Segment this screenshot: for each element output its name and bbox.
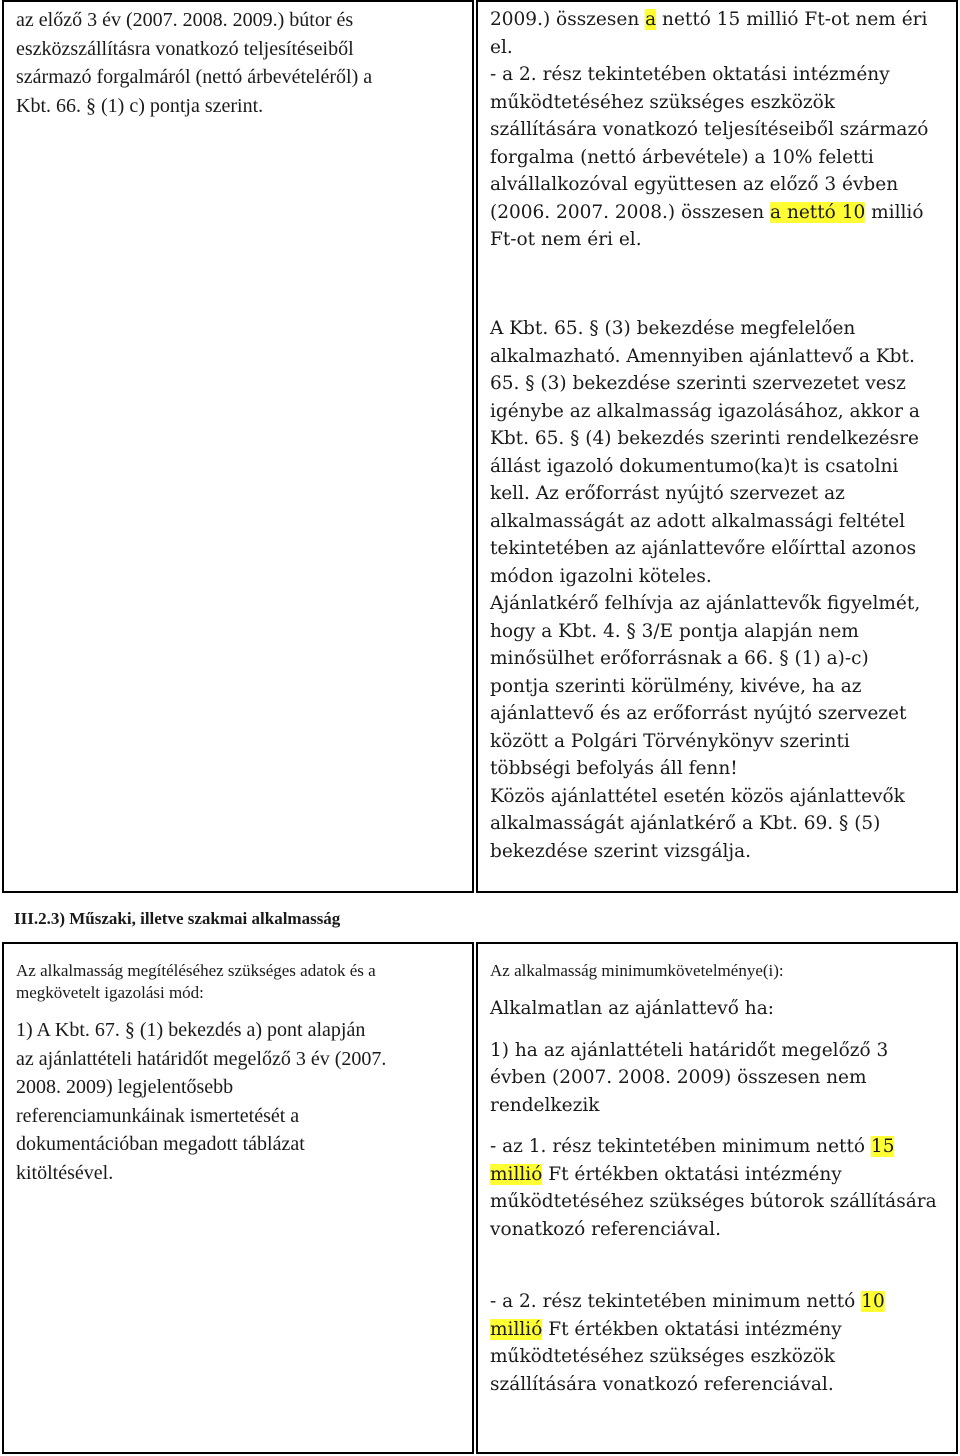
text-line: vonatkozó referenciával. [490, 1218, 721, 1240]
text-line: Alkalmatlan az ajánlattevő ha: [490, 998, 774, 1019]
requirement-body [16, 1016, 386, 1187]
text-line: igénybe az alkalmasság igazolásához, akkor a [490, 400, 920, 422]
text-line: Kbt. 65. § (4) bekezdés szerinti rendelkezésre [490, 428, 919, 449]
requirement-heading [16, 960, 376, 1004]
text-line: állást igazoló dokumentumo(ka)t is csatolni [490, 455, 899, 477]
text-line: alkalmazható. Amennyiben ajánlattevő a Kbt. [490, 345, 915, 367]
note-text [490, 315, 920, 865]
text-line: módon igazolni köteles. [490, 565, 712, 587]
minimum-heading: Az alkalmasság minimumkövetelménye(i): [490, 961, 784, 980]
text-line: Kbt. 66. § (1) c) pontja szerint. [16, 94, 264, 117]
bottom-left-cell [2, 942, 474, 1454]
section-title: III.2.3) Műszaki, illetve szakmai alkalmasság [14, 909, 341, 928]
text-line: 65. § (3) bekezdése szerinti szervezetet vesz [490, 373, 906, 394]
highlight: 15 [870, 1136, 895, 1157]
text-line: kitöltésével. [16, 1161, 114, 1184]
text-line: Az alkalmasság megítéléséhez szükséges adatok és a [16, 961, 376, 980]
text-line: referenciamunkáinak ismertetését a [16, 1104, 300, 1127]
text-line: működtetéséhez szükséges eszközök [490, 1346, 835, 1367]
text-line: hogy a Kbt. 4. § 3/E pontja alapján nem [490, 620, 859, 642]
text-line: - a 2. rész tekintetében minimum nettó 10 [490, 1291, 885, 1312]
text-line: bekezdése szerint vizsgálja. [490, 840, 752, 862]
text-line: alkalmasságát az adott alkalmassági feltétel [490, 510, 906, 532]
text-line: - a 2. rész tekintetében oktatási intézmény [490, 64, 890, 85]
text-line: között a Polgári Törvénykönyv szerinti [490, 730, 850, 752]
text-line: millió Ft értékben oktatási intézmény [490, 1163, 842, 1185]
text-line: az ajánlattételi határidőt megelőző 3 év (2007. [16, 1047, 387, 1070]
minimum-body [490, 995, 937, 1243]
text-line: működtetéséhez szükséges bútorok szállítására [490, 1191, 937, 1212]
text-line: pontja szerinti körülmény, kivéve, ha az [490, 675, 862, 697]
text-line: 2009.) összesen a nettó 15 millió Ft-ot nem éri [490, 9, 928, 30]
top-left-text [16, 6, 372, 120]
highlight: a nettó 10 [770, 201, 866, 223]
highlight: millió [490, 1163, 543, 1185]
text-line: el. [490, 36, 513, 58]
highlight: millió [490, 1318, 543, 1340]
text-line: megkövetelt igazolási mód: [16, 983, 204, 1002]
highlight: a [645, 9, 657, 30]
top-left-cell [2, 0, 474, 893]
part1-text [490, 6, 928, 254]
text-line: szállítására vonatkozó referenciával. [490, 1373, 834, 1395]
minimum-body-part2 [490, 1288, 885, 1398]
text-line: 1) A Kbt. 67. § (1) bekezdés a) pont alapján [16, 1019, 366, 1041]
text-line: Ft-ot nem éri el. [490, 229, 642, 250]
text-line: szállítására vonatkozó teljesítéseiből származó [490, 119, 929, 140]
text-line: az előző 3 év (2007. 2008. 2009.) bútor és [16, 9, 354, 31]
text-line: származó forgalmáról (nettó árbevételéről) a [16, 66, 373, 88]
bottom-right-cell [476, 942, 958, 1454]
text-line: tekintetében az ajánlattevőre előírttal azonos [490, 538, 917, 559]
spacer [490, 1023, 937, 1037]
text-line: eszközszállításra vonatkozó teljesítéseiből [16, 37, 354, 60]
text-line: rendelkezik [490, 1094, 600, 1116]
text-line: ajánlattevő és az erőforrást nyújtó szervezet [490, 703, 907, 724]
text-line: többségi befolyás áll fenn! [490, 758, 738, 779]
text-line: évben (2007. 2008. 2009) összesen nem [490, 1067, 867, 1088]
text-line: dokumentációban megadott táblázat [16, 1133, 305, 1155]
text-line: forgalma (nettó árbevétele) a 10% feletti [490, 146, 874, 168]
text-line: 2008. 2009) legjelentősebb [16, 1076, 234, 1098]
highlight: 10 [861, 1291, 885, 1312]
text-line: A Kbt. 65. § (3) bekezdése megfelelően [490, 318, 856, 339]
text-line: kell. Az erőforrást nyújtó szervezet az [490, 483, 845, 504]
text-line: Közös ajánlattétel esetén közös ajánlattevők [490, 785, 905, 807]
text-line: minősülhet erőforrásnak a 66. § (1) a)-c) [490, 648, 869, 669]
text-line: alkalmasságát ajánlatkérő a Kbt. 69. § (5) [490, 813, 881, 834]
text-line: alvállalkozóval együttesen az előző 3 évben [490, 174, 899, 195]
text-line: Ajánlatkérő felhívja az ajánlattevők figyelmét, [490, 593, 921, 614]
spacer [490, 1119, 937, 1133]
text-line: - az 1. rész tekintetében minimum nettó 15 [490, 1136, 895, 1157]
text-line: 1) ha az ajánlattételi határidőt megelőző 3 [490, 1039, 889, 1061]
text-line: működtetéséhez szükséges eszközök [490, 91, 835, 113]
top-right-cell [476, 0, 958, 893]
text-line: millió Ft értékben oktatási intézmény [490, 1318, 842, 1340]
text-line: (2006. 2007. 2008.) összesen a nettó 10 millió [490, 201, 924, 223]
